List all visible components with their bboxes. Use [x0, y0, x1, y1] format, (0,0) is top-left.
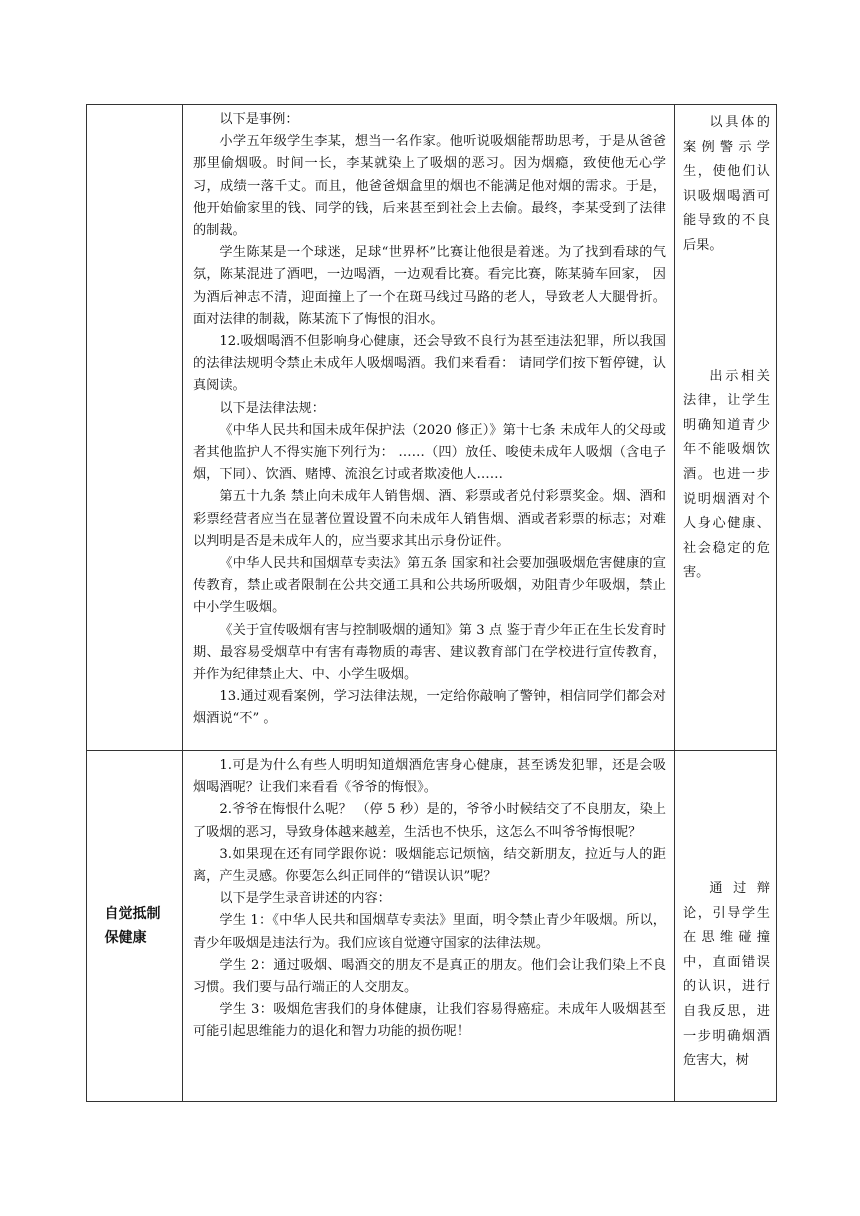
paragraph: 《中华人民共和国烟草专卖法》第五条 国家和社会要加强吸烟危害健康的宣传教育，禁止或者限制在公共交通工具和公共场所吸烟，劝阻青少年吸烟，禁止中小学生吸烟。	[193, 556, 666, 616]
paragraph: 学生陈某是一个球迷，足球“世界杯”比赛让他很是着迷。为了找到看球的气氛，陈某混进了酒吧，一边喝酒，一边观看比赛。看完比赛，陈某骑车回家， 因为酒后神志不清，迎面撞上了一个在斑马线过马路的老人，导致老人大腿骨折。面对法律的制裁，陈某流下了悔恨的泪水。	[193, 245, 666, 327]
content-cell	[183, 105, 675, 751]
paragraph: 学生 2：通过吸烟、喝酒交的朋友不是真正的朋友。他们会让我们染上不良习惯。我们要与品行端正的人交朋友。	[193, 957, 666, 996]
paragraph: 以下是事例：	[219, 112, 299, 127]
design-intent-cell	[675, 105, 777, 751]
stage-heading: 自觉抵制保健康	[104, 906, 161, 946]
paragraph: 3.如果现在还有同学跟你说：吸烟能忘记烦恼，结交新朋友，拉近与人的距离，产生灵感。你要怎么纠正同伴的“错误认识”呢？	[193, 846, 666, 885]
lesson-plan-table	[86, 104, 777, 1102]
paragraph: 小学五年级学生李某，想当一名作家。他听说吸烟能帮助思考，于是从爸爸那里偷烟吸。时间一长，李某就染上了吸烟的恶习。因为烟瘾，致使他无心学习，成绩一落千丈。而且，他爸爸烟盒里的烟也不能满足他对烟的需求。于是，他开始偷家里的钱、同学的钱，后来甚至到社会上去偷。最终，李某受到了法律的制裁。	[193, 134, 666, 239]
paragraph: 《中华人民共和国未成年保护法（2020 修正）》第十七条 未成年人的父母或者其他监护人不得实施下列行为： ……（四）放任、唆使未成年人吸烟（含电子烟，下同）、饮酒、赌博、流浪乞讨或者欺凌他人……	[193, 422, 666, 483]
paragraph: 以下是学生录音讲述的内容：	[219, 891, 391, 907]
stage-cell	[87, 751, 183, 1102]
design-intent-note: 通过辩论，引导学生在思维碰撞中，直面错误的认识，进行自我反思，进一步明确烟酒危害大，树	[683, 881, 770, 1069]
paragraph: 学生 1：《中华人民共和国烟草专卖法》里面，明令禁止青少年吸烟。所以，青少年吸烟是违法行为。我们应该自觉遵守国家的法律法规。	[193, 913, 666, 951]
paragraph: 13.通过观看案例，学习法律法规，一定给你敲响了警钟，相信同学们都会对烟酒说“不” 。	[193, 689, 666, 727]
design-intent-cell	[675, 751, 777, 1102]
paragraph: 《关于宣传吸烟有害与控制吸烟的通知》第 3 点 鉴于青少年正在生长发育时期、最容易受烟草中有害有毒物质的毒害、建议教育部门在学校进行宣传教育，并作为纪律禁止大、中、小学生吸烟。	[193, 622, 666, 683]
paragraph: 以下是法律法规：	[219, 400, 325, 416]
design-intent-note: 以具体的案例警示学生，使他们认识吸烟喝酒可能导致的不良后果。	[683, 115, 770, 253]
paragraph: 第五十九条 禁止向未成年人销售烟、酒、彩票或者兑付彩票奖金。烟、酒和彩票经营者应当在显著位置设置不向未成年人销售烟、酒或者彩票的标志；对难以判明是否是未成年人的，应当要求其出示身份证件。	[193, 489, 666, 549]
content-cell	[183, 751, 675, 1102]
paragraph: 学生 3：吸烟危害我们的身体健康，让我们容易得癌症。未成年人吸烟甚至可能引起思维能力的退化和智力功能的损伤呢！	[193, 1002, 666, 1040]
design-intent-note: 出示相关法律，让学生明确知道青少年不能吸烟饮酒。也进一步说明烟酒对个人身心健康、社会稳定的危害。	[683, 368, 770, 581]
table-row	[87, 751, 777, 1102]
paragraph: 1.可是为什么有些人明明知道烟酒危害身心健康，甚至诱发犯罪，还是会吸烟喝酒呢？让我们来看看《爷爷的悔恨》。	[193, 758, 666, 796]
table-row	[87, 105, 777, 751]
paragraph: 12.吸烟喝酒不但影响身心健康，还会导致不良行为甚至违法犯罪，所以我国的法律法规明令禁止未成年人吸烟喝酒。我们来看看： 请同学们按下暂停键，认真阅读。	[193, 334, 666, 394]
stage-cell-empty	[87, 105, 183, 751]
paragraph: 2.爷爷在悔恨什么呢？ （停 5 秒）是的，爷爷小时候结交了不良朋友，染上了吸烟的恶习，导致身体越来越差，生活也不快乐，这怎么不叫爷爷悔恨呢？	[193, 802, 666, 840]
